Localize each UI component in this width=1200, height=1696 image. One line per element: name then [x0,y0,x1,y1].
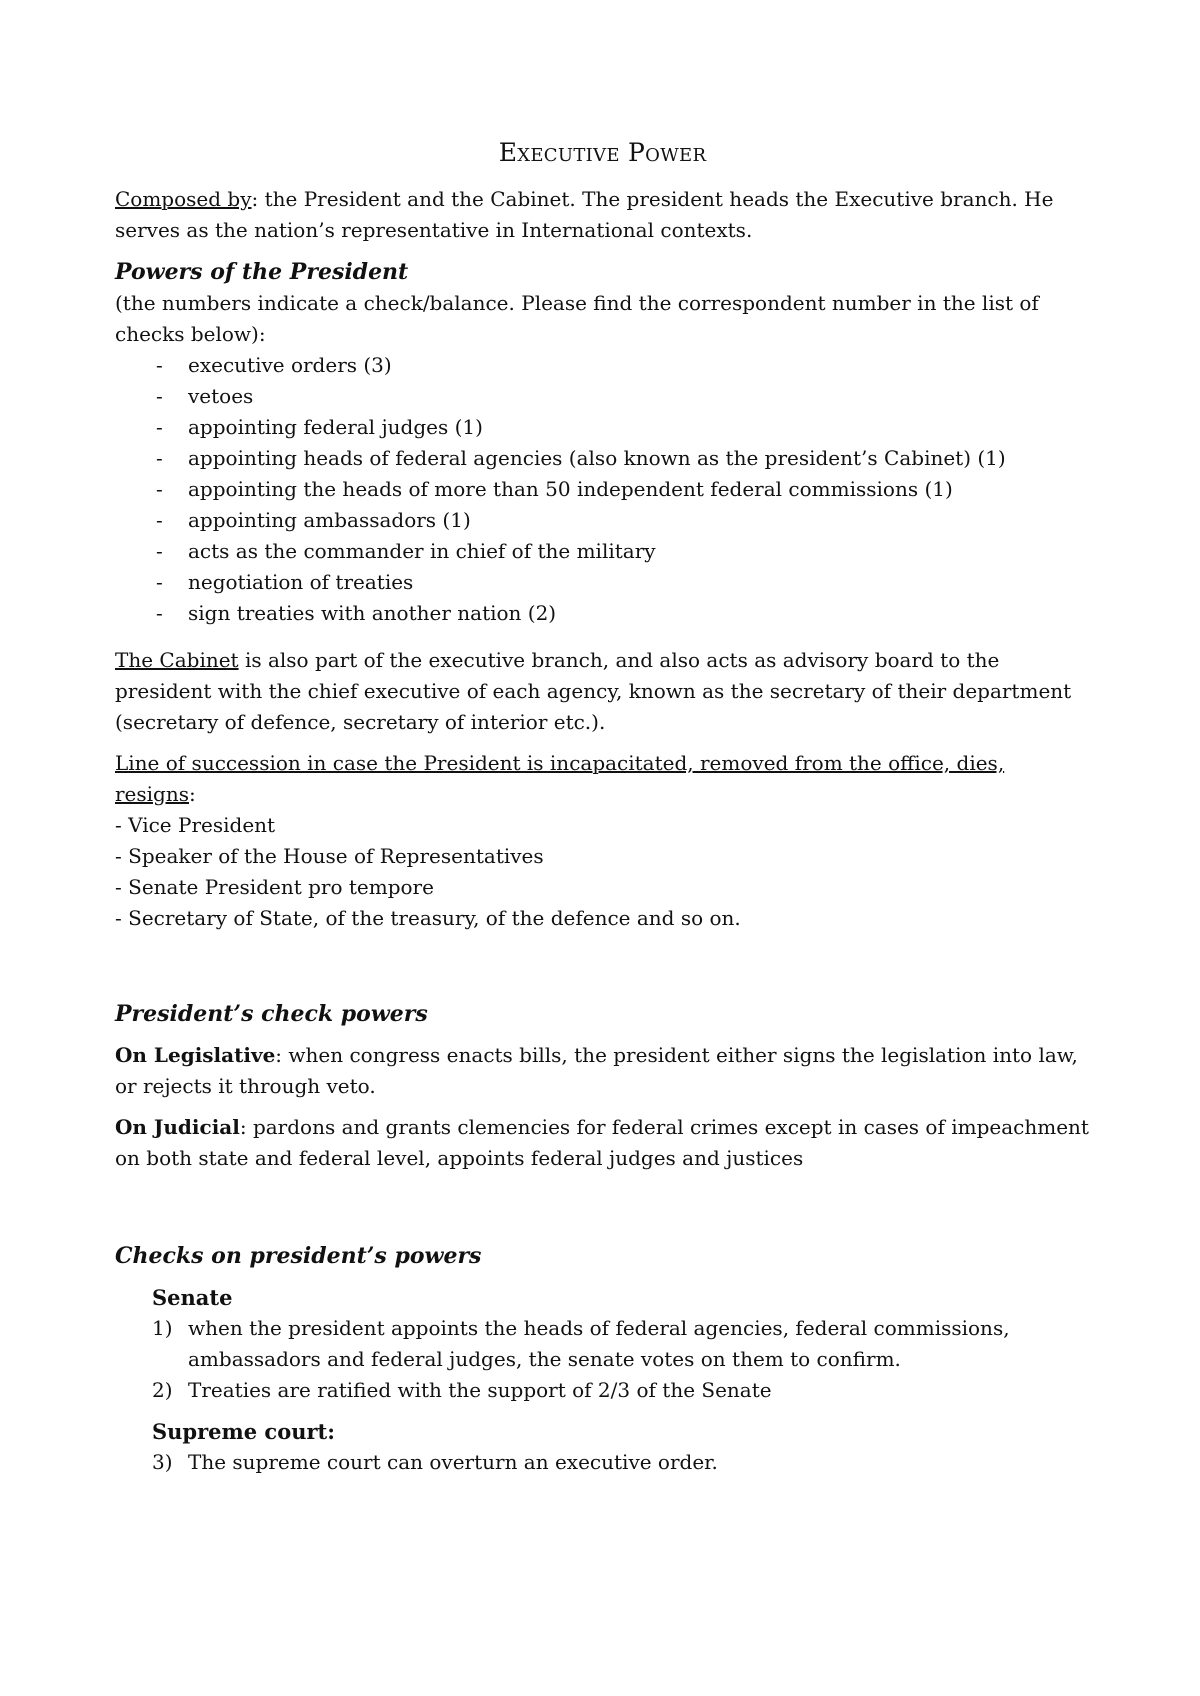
list-item: - appointing ambassadors (1) [115,505,1090,536]
judicial-paragraph [115,1112,1090,1174]
list-item: - Speaker of the House of Representatives [115,844,544,868]
succession-label: Line of succession in case the President is incapacitated, removed from the office, dies, resigns [115,751,1005,806]
cabinet-paragraph [115,645,1090,738]
list-item: - negotiation of treaties [115,567,1090,598]
court-heading: Supreme court: [152,1419,336,1444]
judicial-text: : pardons and grants clemencies for federal crimes except in cases of impeachment on both state and federal level, appoints federal judges and justices [115,1115,1089,1170]
list-item [152,1375,1090,1406]
list-item [152,1447,1090,1478]
legislative-label: On Legislative [115,1043,276,1067]
list-item: - acts as the commander in chief of the military [115,536,1090,567]
powers-list [115,350,1090,629]
list-text: when the president appoints the heads of federal agencies, federal commissions, ambassadors and federal judges, the senate votes on them to confirm. [188,1316,1010,1371]
succession-colon: : [189,782,196,806]
cabinet-label: The Cabinet [115,648,239,672]
cabinet-text: is also part of the executive branch, and also acts as advisory board to the president with the chief executive of each agency, known as the secretary of their department (secretary of defence, secretary of interior etc.). [115,648,1072,734]
succession-heading [115,748,1090,810]
powers-heading: Powers of the President [115,259,409,285]
judicial-label: On Judicial [115,1115,240,1139]
legislative-paragraph [115,1040,1090,1102]
list-item: - appointing heads of federal agencies (also known as the president’s Cabinet) (1) [115,443,1090,474]
list-number: 3) [152,1450,173,1474]
court-list [152,1447,1090,1478]
legislative-text: : when congress enacts bills, the president either signs the legislation into law, or rejects it through veto. [115,1043,1078,1098]
composed-label: Composed by [115,187,252,211]
list-item: - executive orders (3) [115,350,1090,381]
list-item: - appointing federal judges (1) [115,412,1090,443]
list-item: - Vice President [115,813,276,837]
list-item: - Secretary of State, of the treasury, of the defence and so on. [115,906,741,930]
list-item: - appointing the heads of more than 50 independent federal commissions (1) [115,474,1090,505]
senate-list [152,1313,1090,1406]
list-item: - sign treaties with another nation (2) [115,598,1090,629]
page-title: Executive Power [498,138,707,167]
checks-on-heading: Checks on president’s powers [115,1243,482,1269]
list-item [152,1313,1090,1375]
list-item: - vetoes [115,381,1090,412]
senate-heading: Senate [152,1285,233,1310]
list-text: Treaties are ratified with the support of 2/3 of the Senate [188,1378,772,1402]
list-number: 1) [152,1316,173,1340]
list-text: The supreme court can overturn an executive order. [188,1450,718,1474]
check-powers-heading: President’s check powers [115,1001,428,1027]
powers-intro: (the numbers indicate a check/balance. Please find the correspondent number in the list of checks below): [115,291,1039,346]
list-item: - Senate President pro tempore [115,875,434,899]
composed-text: : the President and the Cabinet. The president heads the Executive branch. He serves as the nation’s representative in International contexts. [115,187,1054,242]
composed-paragraph [115,184,1090,246]
checks-block [115,1282,1090,1478]
list-number: 2) [152,1378,173,1402]
